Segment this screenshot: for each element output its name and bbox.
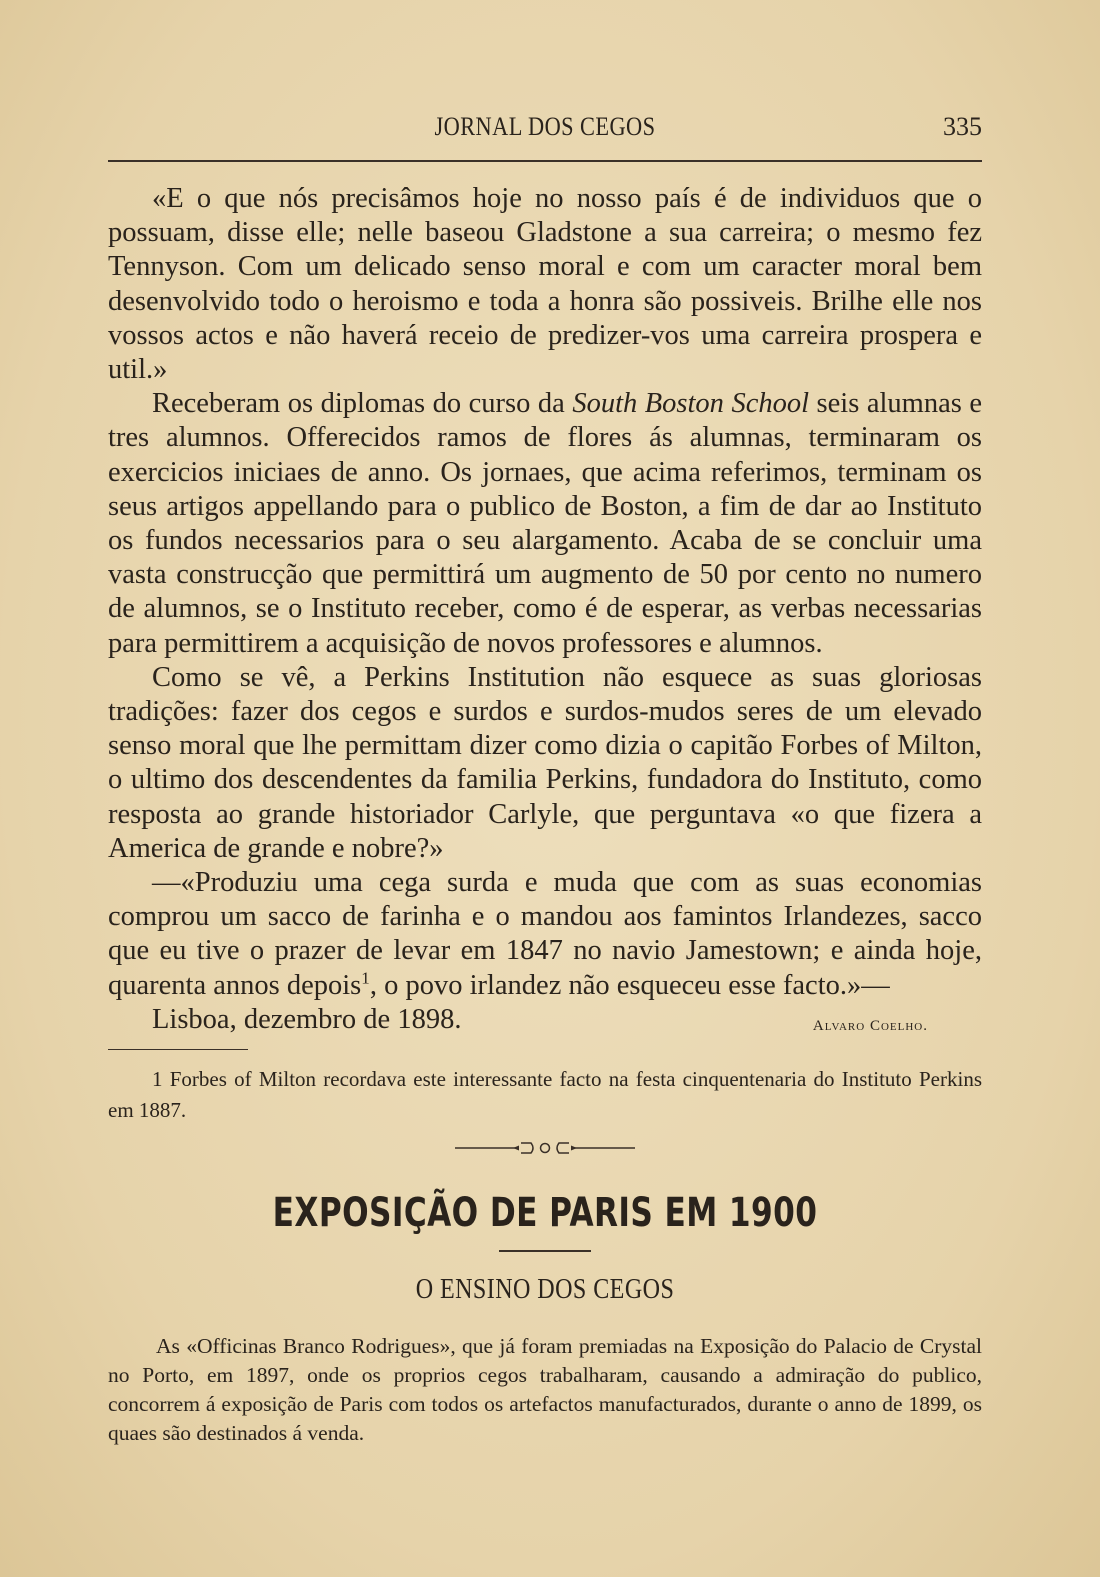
footnote: [108, 1064, 982, 1126]
paragraph-2: [108, 387, 982, 661]
ornament-icon: [455, 1140, 635, 1156]
section-title: EXPOSIÇÃO DE PARIS EM 1900: [272, 1189, 818, 1236]
paragraph-1: «E o que nós precisâmos hoje no nosso país é de individuos que o possuam, disse elle; nelle baseou Gladstone a sua carreira; o mesmo fez Tennyson. Com um delicado senso moral e com um caracter moral bem desenvolvido todo o heroismo e toda a honra são possiveis. Brilhe elle nos vossos actos e não haverá receio de predizer-vos uma carreira prospera e util.»: [108, 183, 982, 386]
section-paragraph: As «Officinas Branco Rodrigues», que já foram premiadas na Exposição do Palacio de Crystal no Porto, em 1897, onde os proprios cegos trabalharam, causando a admiração do publico, concorrem á exposição de Paris com todos os artefactos manufacturados, durante o anno de 1899, os quaes são destinados á venda.: [108, 1333, 982, 1445]
footnote-reference: 1: [361, 968, 370, 988]
article-body: [108, 182, 982, 1037]
running-title: JORNAL DOS CEGOS: [434, 112, 656, 141]
page-number: 335: [943, 112, 982, 141]
page: [108, 110, 982, 1448]
title-rule: [499, 1250, 591, 1252]
footnote-rule: [108, 1049, 248, 1050]
paragraph-3: Como se vê, a Perkins Institution não esquece as suas gloriosas tradições: fazer dos cegos e surdos e surdos-mudos seres de um elevado senso moral que lhe permittam dizer como dizia o capitão Forbes of Milton, o ultimo dos descendentes da familia Perkins, fundadora do Instituto, como resposta ao grande historiador Carlyle, que perguntava «o que fizera a America de grande e nobre?»: [108, 661, 982, 864]
school-name: South Boston School: [572, 388, 810, 420]
author-signature: Alvaro Coelho.: [812, 1017, 928, 1034]
ornament-divider: [108, 1140, 982, 1160]
paragraph-4: [108, 866, 982, 1003]
paragraph-4-start: —«Produziu uma cega surda e muda que com as suas economias comprou um sacco de farinha e o mandou aos famintos Irlandezes, sacco que eu tive o prazer de levar em 1847 no navio Jamestown; e ainda hoje, quarenta annos depois: [108, 867, 982, 1001]
place-date: Lisboa, dezembro de 1898.: [152, 1003, 462, 1035]
page-header: [108, 110, 982, 154]
header-rule: [108, 160, 982, 162]
section-subtitle: O ENSINO DOS CEGOS: [415, 1273, 675, 1305]
paragraph-4-rest: , o povo irlandez não esqueceu esse facto.»—: [369, 969, 890, 1001]
signature-line: [108, 1003, 982, 1037]
footnote-text: Forbes of Milton recordava este interessante facto na festa cinquentenaria do Instituto Perkins em 1887.: [108, 1066, 982, 1122]
footnote-marker: 1: [152, 1066, 163, 1091]
paragraph-2-start: Receberam os diplomas do curso da: [152, 388, 573, 420]
paragraph-2-rest: seis alumnas e tres alumnos. Offerecidos ramos de flores ás alumnas, terminaram os exercicios iniciaes de anno. Os jornaes, que acima referimos, terminam os seus artigos appellando para o publico de Boston, a fim de dar ao Instituto os fundos necessarios para o seu alargamento. Acaba de se concluir uma vasta construcção que permittirá um augmento de 50 por cento no numero de alumnos, se o Instituto receber, como é de esperar, as verbas necessarias para permittirem a acquisição de novos professores e alumnos.: [108, 388, 982, 659]
